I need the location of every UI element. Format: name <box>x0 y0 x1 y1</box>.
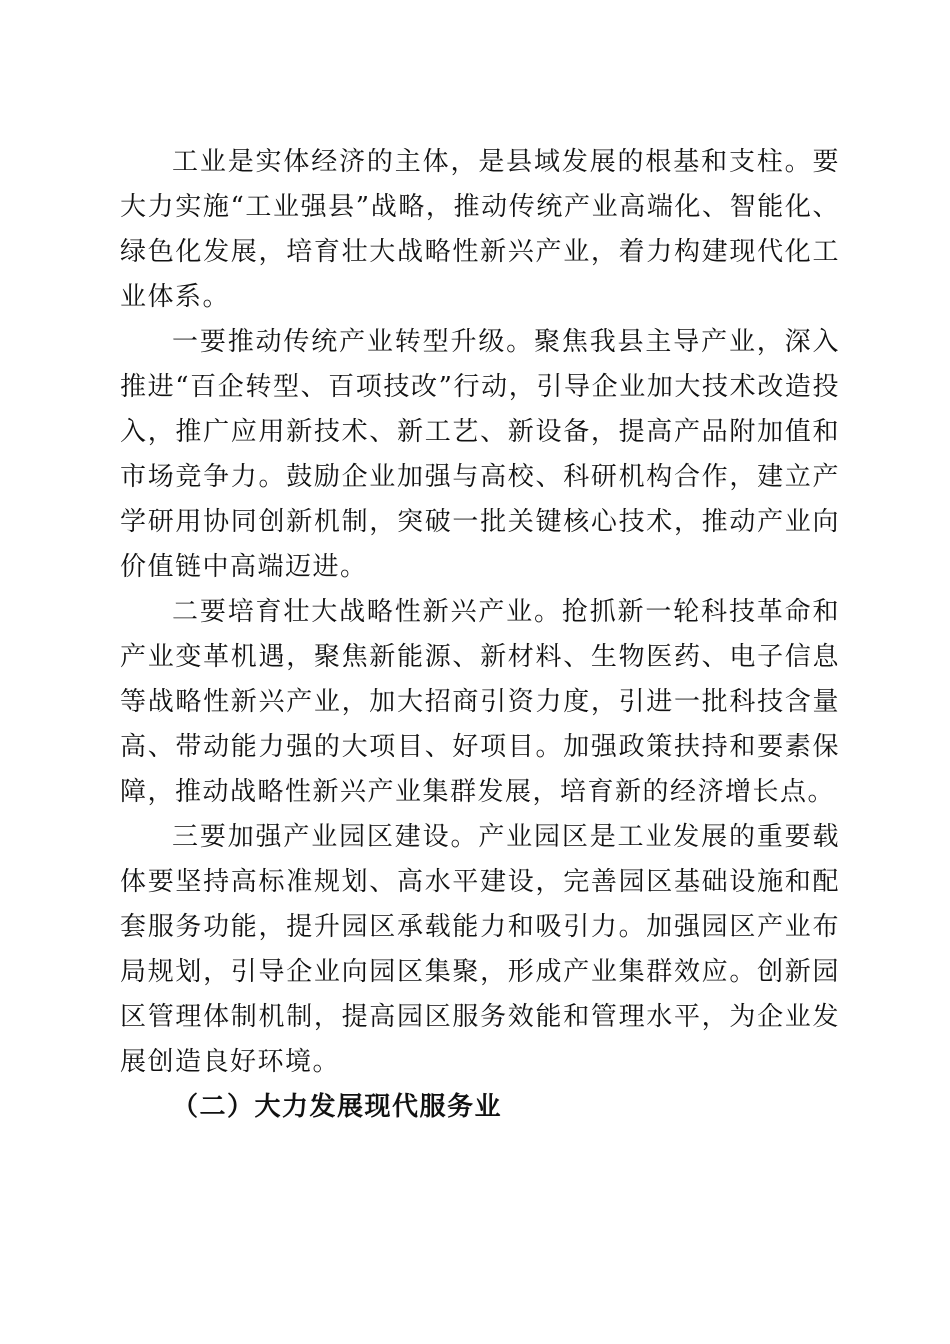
paragraph-industrial-park: 三要加强产业园区建设。产业园区是工业发展的重要载体要坚持高标准规划、高水平建设，完善园区基础设施和配套服务功能，提升园区承载能力和吸引力。加强园区产业布局规划，引导企业向园区集聚，形成产业集群效应。创新园区管理体制机制，提高园区服务效能和管理水平，为企业发展创造良好环境。 <box>120 822 840 1077</box>
paragraph-industry-intro: 工业是实体经济的主体，是县域发展的根基和支柱。要大力实施“工业强县”战略，推动传统产业高端化、智能化、绿色化发展，培育壮大战略性新兴产业，着力构建现代化工业体系。 <box>120 147 840 312</box>
paragraph-emerging-industry: 二要培育壮大战略性新兴产业。抢抓新一轮科技革命和产业变革机遇，聚焦新能源、新材料、生物医药、电子信息等战略性新兴产业，加大招商引资力度，引进一批科技含量高、带动能力强的大项目、好项目。加强政策扶持和要素保障，推动战略性新兴产业集群发展，培育新的经济增长点。 <box>120 597 840 807</box>
paragraph-traditional-industry: 一要推动传统产业转型升级。聚焦我县主导产业，深入推进“百企转型、百项技改”行动，引导企业加大技术改造投入，推广应用新技术、新工艺、新设备，提高产品附加值和市场竞争力。鼓励企业加强与高校、科研机构合作，建立产学研用协同创新机制，突破一批关键核心技术，推动产业向价值链中高端迈进。 <box>120 327 840 582</box>
document-page <box>120 140 840 1130</box>
section-heading: （二）大力发展现代服务业 <box>172 1092 503 1122</box>
